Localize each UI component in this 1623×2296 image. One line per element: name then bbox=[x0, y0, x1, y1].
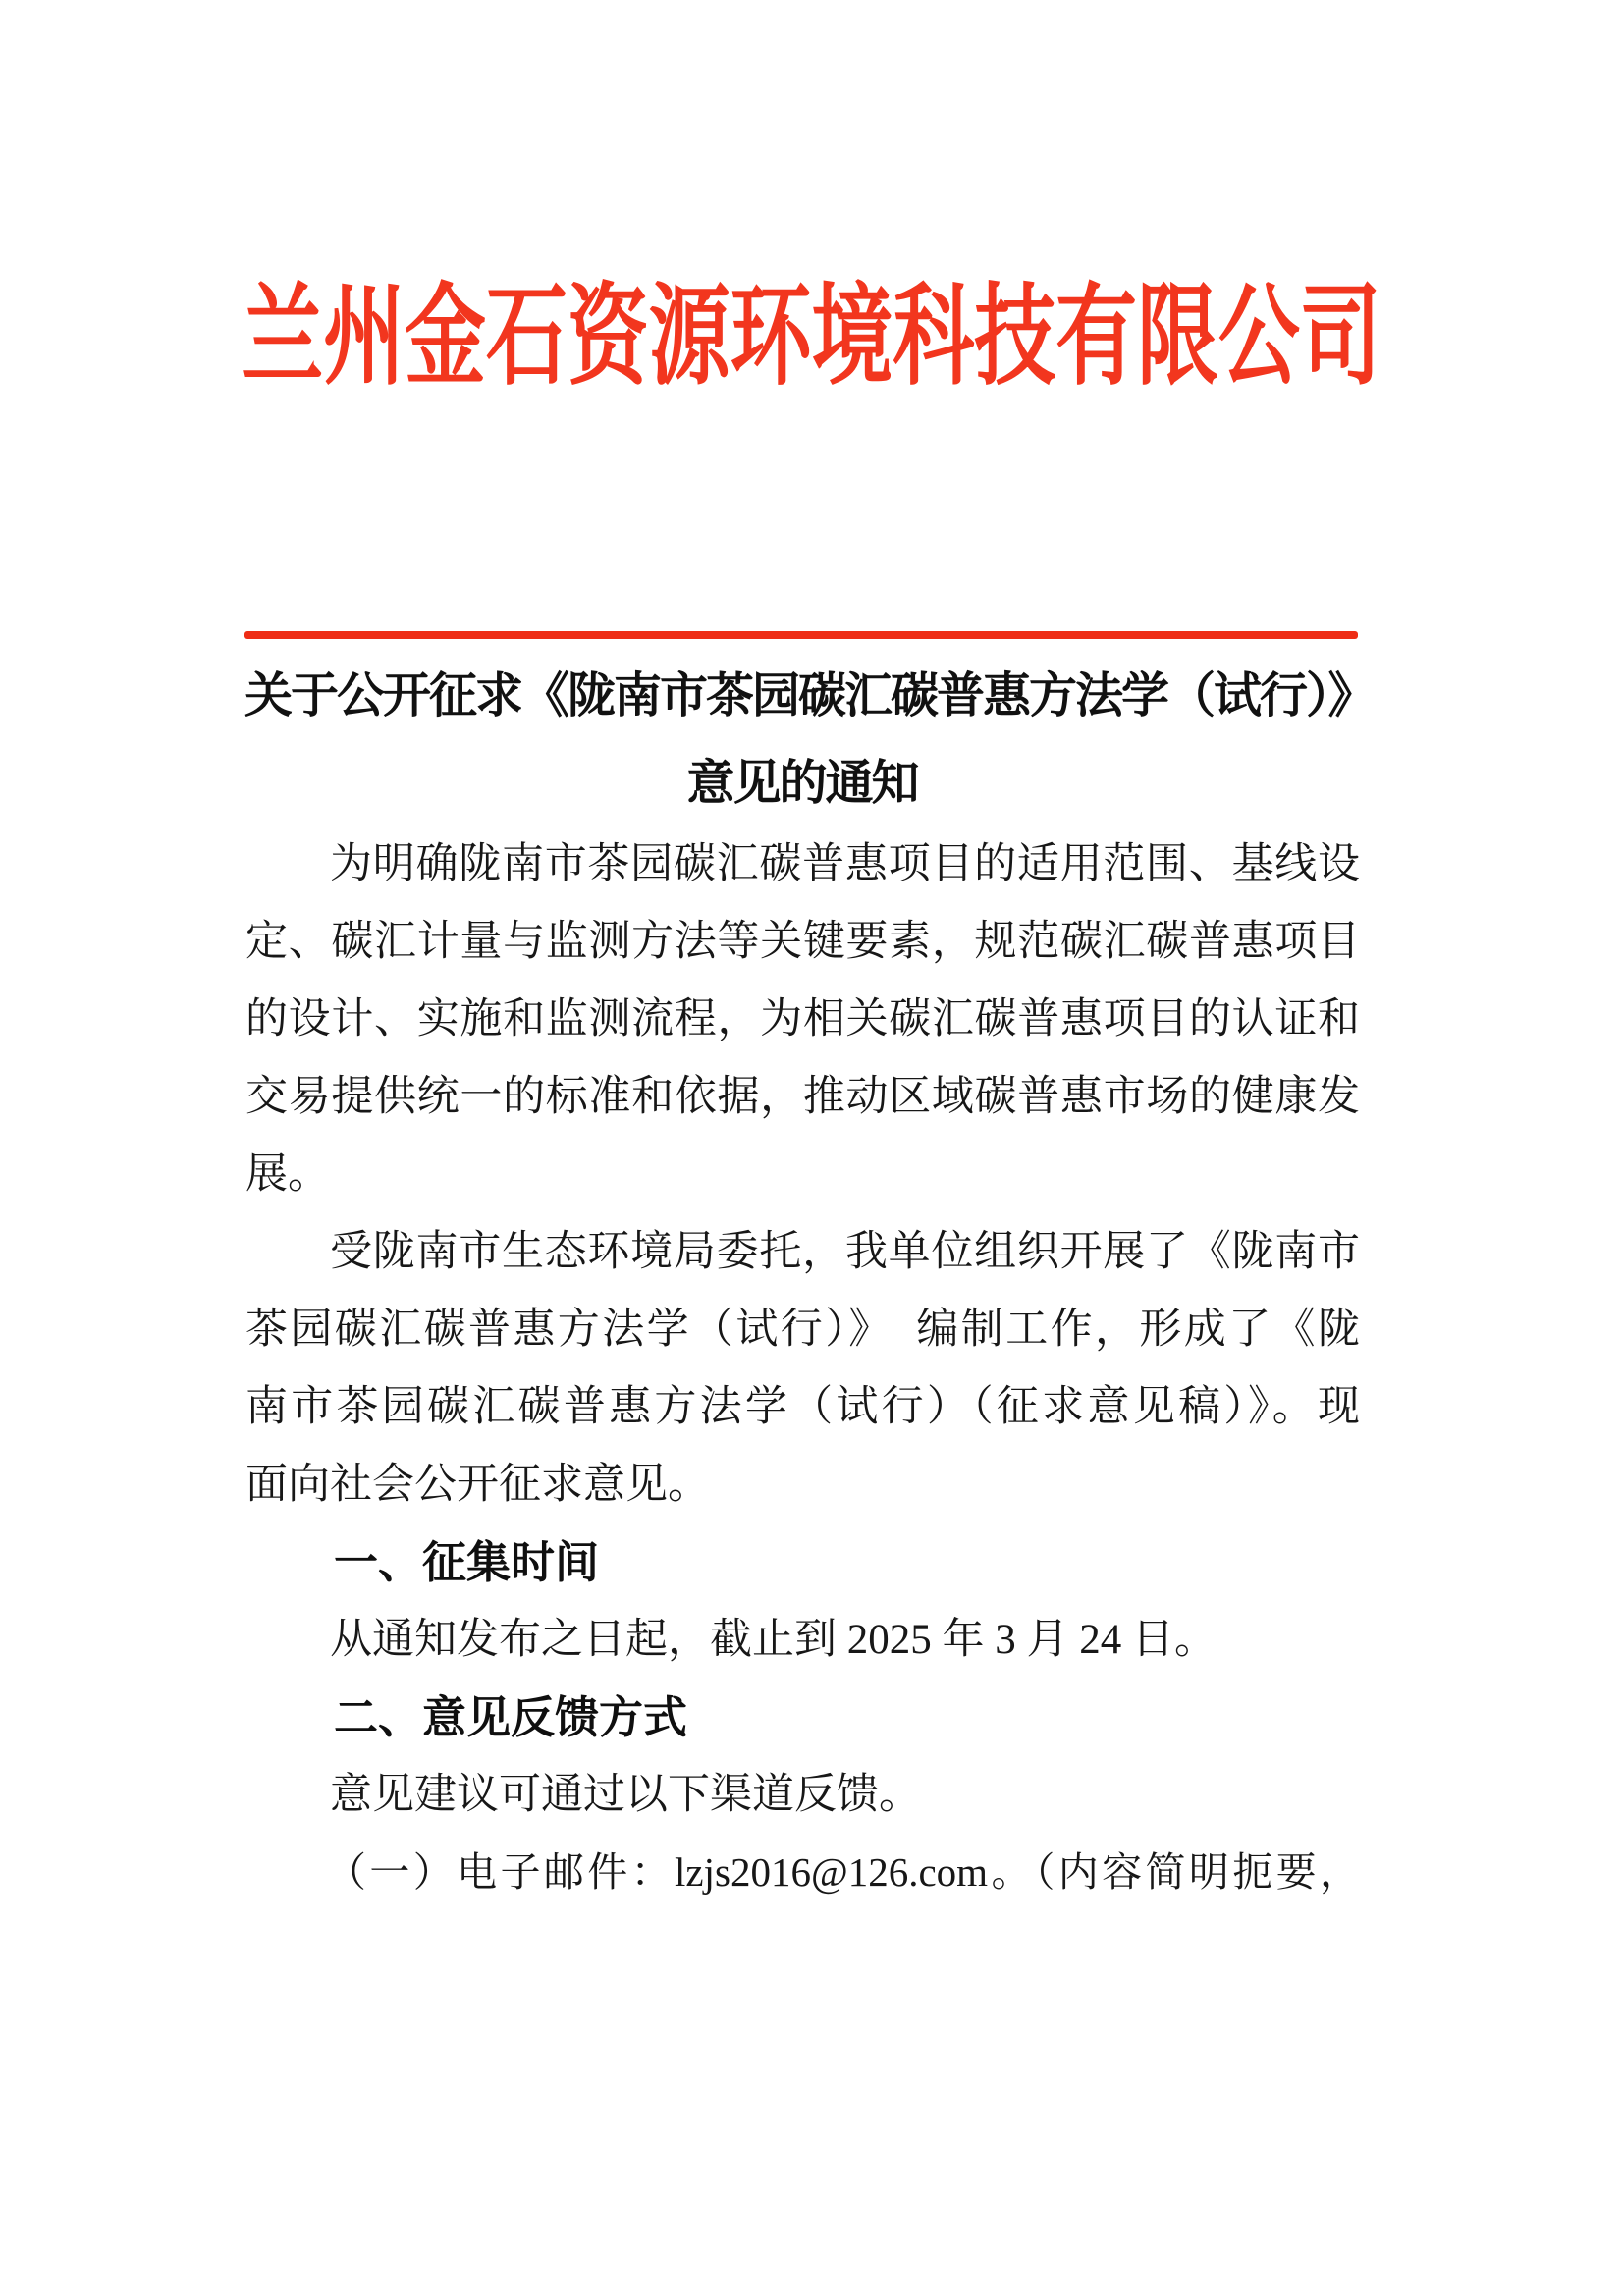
company-letterhead: 兰州金石资源环境科技有限公司 bbox=[242, 277, 1381, 399]
notice-title-line-1: 关于公开征求《陇南市茶园碳汇碳普惠方法学（试行）》 bbox=[244, 668, 1375, 722]
body-line: 面向社会公开征求意见。 bbox=[245, 1462, 710, 1508]
section-heading-collection-time: 一、征集时间 bbox=[334, 1537, 600, 1587]
body-line: 意见建议可通过以下渠道反馈。 bbox=[330, 1772, 921, 1818]
red-divider-line bbox=[244, 631, 1358, 639]
notice-title-line-2: 意见的通知 bbox=[686, 756, 918, 810]
body-line-deadline: 从通知发布之日起，截止到 2025 年 3 月 24 日。 bbox=[330, 1617, 1217, 1663]
body-line: 交易提供统一的标准和依据，推动区域碳普惠市场的健康发 bbox=[245, 1074, 1360, 1120]
body-line: 受陇南市生态环境局委托，我单位组织开展了《陇南市 bbox=[330, 1229, 1360, 1275]
notice-title bbox=[244, 652, 1375, 827]
body-line: 南市茶园碳汇碳普惠方法学（试行）（征求意见稿）》。现 bbox=[245, 1384, 1360, 1430]
body-line: 茶园碳汇碳普惠方法学（试行）》 编制工作，形成了《陇 bbox=[245, 1307, 1360, 1353]
body-line: 的设计、实施和监测流程，为相关碳汇碳普惠项目的认证和 bbox=[245, 996, 1360, 1042]
body-line-email: （一）电子邮件：lzjs2016@126.com。（内容简明扼要， bbox=[326, 1849, 1360, 1895]
section-heading-feedback-method: 二、意见反馈方式 bbox=[334, 1692, 688, 1742]
body-line: 为明确陇南市茶园碳汇碳普惠项目的适用范围、基线设 bbox=[330, 841, 1360, 887]
notice-body bbox=[245, 826, 1360, 1911]
body-line: 展。 bbox=[245, 1151, 330, 1198]
body-line: 定、碳汇计量与监测方法等关键要素，规范碳汇碳普惠项目 bbox=[245, 919, 1360, 965]
